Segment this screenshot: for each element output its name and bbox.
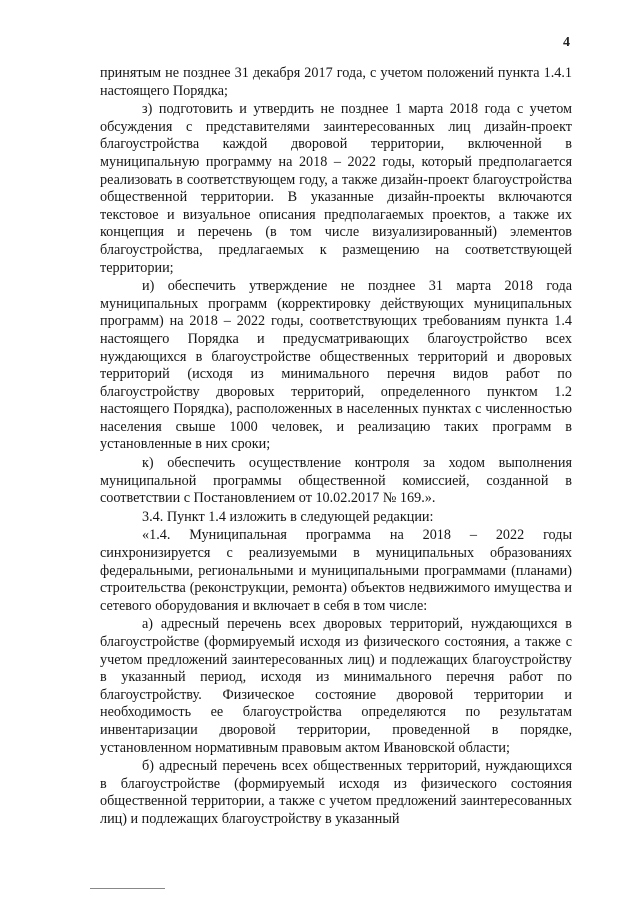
paragraph-item-z: з) подготовить и утвердить не позднее 1 марта 2018 года с учетом обсуждения с представителями заинтересованных лиц дизайн-проект благоустройства каждой дворовой территории, включенной в муниципальную программу на 2018 – 2022 годы, который предполагается реализовать в соответствующем году, а также дизайн-проект благоустройства общественной территории. В указанные дизайн-проекты включаются текстовое и визуальное описания предполагаемых проектов, а также их концепция и перечень (в том числе визуализированный) элементов благоустройства, предлагаемых к размещению на соответствующей территории; <box>100 101 572 276</box>
paragraph-item-k: к) обеспечить осуществление контроля за ходом выполнения муниципальной программы общественной комиссией, созданной в соответствии с Постановлением от 10.02.2017 № 169.». <box>100 455 572 507</box>
paragraph-continuation: принятым не позднее 31 декабря 2017 года, с учетом положений пункта 1.4.1 настоящего Порядка; <box>100 65 572 99</box>
paragraph-3-4: 3.4. Пункт 1.4 изложить в следующей редакции: <box>142 508 434 525</box>
paragraph-item-i: и) обеспечить утверждение не позднее 31 марта 2018 года муниципальных программ (корректировку действующих муниципальных программ) на 2018 – 2022 годы, соответствующих требованиям пункта 1.4 настоящего Порядка и предусматривающих благоустройство всех нуждающихся в благоустройстве общественных территорий и дворовых территорий (исходя из минимального перечня видов работ по благоустройству дворовых территорий, определенного пунктом 1.2 настоящего Порядка), расположенных в населенных пунктах с численностью населения свыше 1000 человек, и реализацию таких программ в установленные в них сроки; <box>100 278 572 453</box>
paragraph-item-a: а) адресный перечень всех дворовых территорий, нуждающихся в благоустройстве (формируемый исходя из физического состояния, а также с учетом предложений заинтересованных лиц) и подлежащих благоустройству в указанный период, исходя из минимального перечня работ по благоустройству. Физическое состояние дворовой территории и необходимость ее благоустройства определяются по результатам инвентаризации дворовой территории, проведенной в порядке, установленном нормативным правовым актом Ивановской области; <box>100 616 572 756</box>
document-body <box>100 65 572 829</box>
paragraph-item-b: б) адресный перечень всех общественных территорий, нуждающихся в благоустройстве (формируемый исходя из физического состояния общественной территории, а также с учетом предложений заинтересованных лиц) и подлежащих благоустройству в указанный <box>100 758 572 827</box>
paragraph-1-4: «1.4. Муниципальная программа на 2018 – 2022 годы синхронизируется с реализуемыми в муниципальных образованиях федеральными, региональными и муниципальными программами (планами) строительства (реконструкции, ремонта) объектов недвижимого имущества и сетевого оборудования и включает в себя в том числе: <box>100 527 572 614</box>
footer-divider <box>90 888 165 889</box>
page-number: 4 <box>563 35 570 50</box>
